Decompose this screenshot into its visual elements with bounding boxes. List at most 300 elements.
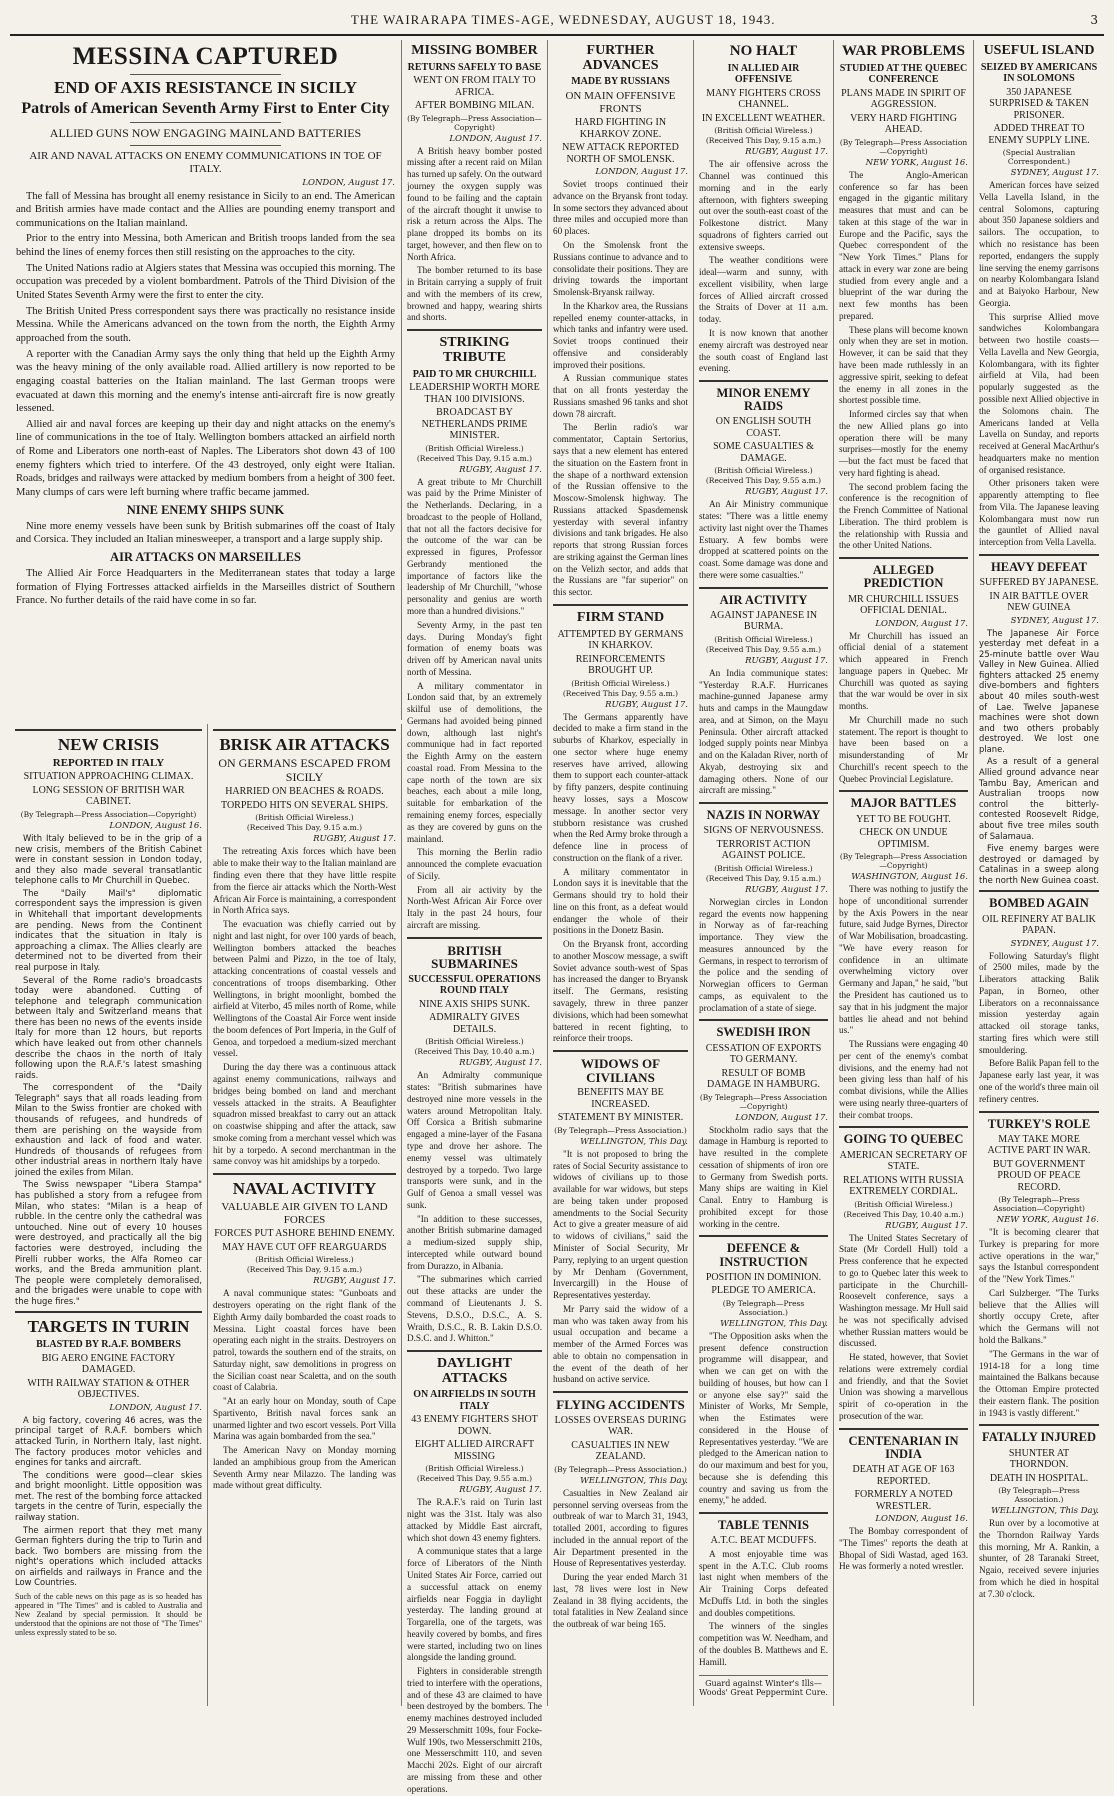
centenarian-headline: CENTENARIAN IN INDIA <box>848 1433 959 1461</box>
nazis-norway-dateline: RUGBY, August 17. <box>745 884 828 895</box>
war-problems-dateline: NEW YORK, August 16. <box>865 157 968 168</box>
going-to-quebec-headline: GOING TO QUEBEC <box>843 1132 964 1147</box>
article-paragraph: The fall of Messina has brought all enemy resistance in Sicily to an end. The American and British armies have made contact and the Allies are pounding enemy transport and communications on the Italian mainland. <box>16 190 395 229</box>
no-halt-sub1: IN ALLIED AIR OFFENSIVE <box>727 62 800 86</box>
brisk-air-body <box>213 846 396 1168</box>
fatally-injured-sub2: DEATH IN HOSPITAL. <box>989 1472 1089 1484</box>
minor-raids-sub2: SOME CASUALTIES & DAMAGE. <box>713 441 814 464</box>
brisk-air-sub1: ON GERMANS ESCAPED FROM SICILY <box>218 755 391 784</box>
divider <box>839 1428 968 1430</box>
column-new-crisis <box>10 724 208 1706</box>
column-war-problems <box>834 40 974 1706</box>
tribute-credit: (British Official Wireless.) <box>425 443 524 453</box>
article-paragraph: A most enjoyable time was spent in the A.T.C. Club rooms last night when members of the Air Training Corps defeated McDuffs Ltd. in both the singles and doubles competitions. <box>699 1548 828 1618</box>
divider <box>15 729 202 731</box>
firm-stand-sub2: REINFORCEMENTS BROUGHT UP. <box>575 653 666 677</box>
column-useful-island <box>974 40 1104 1706</box>
defence-sub: POSITION IN DOMINION. <box>705 1271 822 1283</box>
defence-headline: DEFENCE & INSTRUCTION <box>719 1241 808 1269</box>
article-paragraph: An Admiralty communique states: "British submarines have destroyed nine more vessels in the waters around Metropolitan Italy. Off Corsica a British submarine engaged a mine-layer of the Fasana type and drove her ashore. The enemy vessel was ultimately destroyed by a torpedo. Two large transports were sunk, and in the Gulf of Genoa a small vessel was sunk. <box>407 1070 542 1210</box>
tribute-sub2: LEADERSHIP WORTH MORE THAN 100 DIVISIONS. <box>409 382 540 405</box>
no-halt-headline: NO HALT <box>729 43 798 59</box>
naval-received: (Received This Day, 9.15 a.m.) <box>246 1265 363 1275</box>
flying-accidents-dateline: WELLINGTON, This Day. <box>580 1475 688 1486</box>
article-paragraph: It is now known that another enemy aircraft was destroyed near the south coast of England last evening. <box>699 327 828 374</box>
firm-stand-dateline: RUGBY, August 17. <box>605 699 688 710</box>
major-battles-sub2: CHECK ON UNDUE OPTIMISM. <box>859 827 948 850</box>
divider <box>130 122 282 123</box>
nazis-norway-sub: SIGNS OF NERVOUSNESS. <box>703 825 824 837</box>
nazis-norway-received: (Received This Day, 9.15 a.m.) <box>705 873 822 883</box>
new-crisis-dateline: LONDON, August 16. <box>109 820 202 831</box>
article-paragraph: Informed circles say that when the new Allied plans go into operation there will be many surprises—mostly for the enemy—but the fact must be faced that very hard fighting is ahead. <box>839 409 968 478</box>
minor-raids-body <box>699 499 828 581</box>
article-paragraph: American forces have seized Vella Lavella Island, in the central Solomons, capturing about 350 Japanese soldiers and sailors. The occupation, to which no resistance has been reported, endangers the supply line serving the enemy garrisons on nearby Kolombangara Island and at Baiyoko Harbour, New Georgia. <box>979 180 1099 308</box>
ships-body: Nine more enemy vessels have been sunk by British submarines off the coast of Italy and Corsica. They included an Italian minesweeper, a transport and a large supply ship. <box>16 520 395 546</box>
naval-credit: (British Official Wireless.) <box>255 1255 354 1265</box>
going-to-quebec-received: (Received This Day, 10.40 a.m.) <box>843 1209 964 1219</box>
article-paragraph: The American Navy on Monday morning landed an amphibious group from the American Seventh Army near Milazzo. The landing was made without great difficulty. <box>213 1445 396 1491</box>
war-problems-sub1: STUDIED AT THE QUEBEC CONFERENCE <box>839 62 968 86</box>
missing-bomber-sub2: WENT ON FROM ITALY TO AFRICA. <box>413 75 536 98</box>
article-paragraph: The Berlin radio's war commentator, Captain Sertorius, says that a new element has entered the situation on the Eastern front in the shape of a northward extension of the Russian offensive to the Moscow-Smolensk highway. The Russians attacked Spasdemensk yesterday with several infantry divisions and tank brigades. He also reports that strong Russian forces are striking against the German lines on the Velizh sector, and adds that the Russians are "far superior" on this sector. <box>553 422 688 598</box>
turin-dateline: LONDON, August 17. <box>109 1402 202 1413</box>
article-paragraph: The Swiss newspaper "Libera Stampa" has published a story from a refugee from Milan, who states: "Milan is a heap of rubble. In the centre only the cathedral was untouched. Nine out of every 10 houses were destroyed, and practically all the big factories were destroyed, including the Pirelli rubber works, the Alfa Romeo car works, and the Breda ammunition plant. The people were completely demoralised, and the brigades were unable to cope with the huge fires." <box>15 1179 202 1306</box>
fatally-injured-body <box>979 1518 1099 1600</box>
new-crisis-sub2: SITUATION APPROACHING CLIMAX. <box>23 771 194 783</box>
nazis-norway-body <box>699 897 828 1015</box>
tribute-received: (Received This Day, 9.15 a.m.) <box>416 453 533 463</box>
going-to-quebec-dateline: RUGBY, August 17. <box>885 1220 968 1231</box>
table-tennis-headline: TABLE TENNIS <box>718 1518 809 1533</box>
article-paragraph: "In addition to these successes, another British submarine damaged a medium-sized supply ship, intercepted while outward bound from Durazzo, in Albania. <box>407 1213 542 1271</box>
centenarian-dateline: LONDON, August 16. <box>875 1514 968 1525</box>
brisk-air-sub3: TORPEDO HITS ON SEVERAL SHIPS. <box>221 799 388 811</box>
turin-sub: BLASTED BY R.A.F. BOMBERS <box>36 1339 181 1351</box>
divider <box>407 1350 542 1352</box>
useful-island-headline: USEFUL ISLAND <box>983 43 1095 58</box>
firm-stand-received: (Received This Day, 9.55 a.m.) <box>562 688 679 698</box>
further-advances-sub1: MADE BY RUSSIANS <box>571 76 670 88</box>
fatally-injured-headline: FATALLY INJURED <box>981 1430 1097 1445</box>
air-activity-received: (Received This Day, 9.55 a.m.) <box>705 644 822 654</box>
bombed-again-headline: BOMBED AGAIN <box>989 896 1089 911</box>
widows-sub: BENEFITS MAY BE INCREASED. <box>577 1087 664 1110</box>
fatally-injured-dateline: WELLINGTON, This Day. <box>991 1506 1099 1516</box>
tribute-dateline: RUGBY, August 17. <box>459 464 542 475</box>
article-paragraph: Stockholm radio says that the damage in Hamburg is reported to have resulted in the complete cessation of shipments of iron ore to Germany from Swedish ports. Many ships are waiting in Kiel Canal. Entry to Hamburg is prohibited except for those working in the centre. <box>699 1124 828 1229</box>
further-advances-sub4: NEW ATTACK REPORTED NORTH OF SMOLENSK. <box>562 142 679 165</box>
daylight-sub: ON AIRFIELDS IN SOUTH ITALY <box>413 1389 536 1412</box>
widows-sub2: STATEMENT BY MINISTER. <box>557 1112 684 1124</box>
article-paragraph: In the Kharkov area, the Russians repelled enemy counter-attacks, in which tanks and infantry were used. Soviet troops continued their offensive and considerably improved their positions. <box>553 300 688 370</box>
air-activity-body <box>699 668 828 797</box>
article-paragraph: The Japanese Air Force yesterday met defeat in a 25-minute battle over Wau Valley in New Guinea. Allied fighters attacked 25 enemy dive-bombers and fighters about 40 miles south-west of Lae. Twelve Japanese machines were shot down and two others probably destroyed. We lost one plane. <box>979 627 1099 754</box>
lead-deck-1: END OF AXIS RESISTANCE IN SICILY <box>53 78 358 98</box>
article-paragraph: "The Germans in the war of 1914-18 for a long time maintained the Balkans because the Ottoman Empire protected their eastern flank. The position in 1943 is vastly different." <box>979 1348 1099 1418</box>
lead-article-messina <box>10 40 402 720</box>
missing-bomber-sub1: RETURNS SAFELY TO BASE <box>407 61 542 73</box>
firm-stand-sub: ATTEMPTED BY GERMANS IN KHARKOV. <box>557 628 684 652</box>
swedish-iron-credit: (By Telegraph—Press Association—Copyright) <box>699 1092 828 1111</box>
daylight-received: (Received This Day, 9.55 a.m.) <box>416 1474 533 1484</box>
nazis-norway-sub2: TERRORIST ACTION AGAINST POLICE. <box>716 838 811 862</box>
naval-sub3: MAY HAVE CUT OFF REARGUARDS <box>222 1241 387 1253</box>
article-paragraph: "It is becoming clearer that Turkey is preparing for more active operations in the war," says the Istanbul correspondent of the "New York Times." <box>979 1227 1099 1285</box>
brisk-air-dateline: RUGBY, August 17. <box>313 834 396 845</box>
useful-island-sub3: ADDED THREAT TO ENEMY SUPPLY LINE. <box>988 123 1090 146</box>
swedish-iron-dateline: LONDON, August 17. <box>735 1112 828 1123</box>
column-brisk-air <box>208 724 402 1706</box>
missing-bomber-body <box>407 146 542 324</box>
page-number: 3 <box>1090 13 1098 27</box>
major-battles-headline: MAJOR BATTLES <box>850 796 957 811</box>
article-paragraph: During the year ended March 31 last, 78 lives were lost in New Zealand in 38 flying accidents, the total fatalities in New Zealand since the outbreak of war being 165. <box>553 1572 688 1630</box>
flying-accidents-headline: FLYING ACCIDENTS <box>556 1397 685 1413</box>
firm-stand-body <box>553 712 688 1045</box>
lead-headline: MESSINA CAPTURED <box>72 43 339 70</box>
heavy-defeat-sub: SUFFERED BY JAPANESE. <box>979 577 1099 589</box>
firm-stand-headline: FIRM STAND <box>576 609 665 625</box>
alleged-prediction-body <box>839 631 968 786</box>
firm-stand-credit: (British Official Wireless.) <box>571 678 670 688</box>
defence-credit: (By Telegraph—Press Association.) <box>722 1298 805 1317</box>
article-paragraph: Run over by a locomotive at the Thorndon Railway Yards this morning, Mr A. Rankin, a shunter, of 28 Taranaki Street, Ngaio, received severe injuries from which he died in hospital at 7.30 o'clock. <box>979 1518 1099 1599</box>
article-paragraph: The airmen report that they met many German fighters during the trip to Turin and back. Two bombers are missing from the night's operations which included attacks on airfields and railways in France and the Low Countries. <box>15 1524 202 1588</box>
going-to-quebec-sub2: RELATIONS WITH RUSSIA EXTREMELY CORDIAL. <box>843 1174 964 1198</box>
heavy-defeat-headline: HEAVY DEFEAT <box>991 559 1087 574</box>
widows-headline: WIDOWS OF CIVILIANS <box>580 1056 661 1085</box>
article-paragraph: "At an early hour on Monday, south of Cape Spartivento, British naval forces sank an unarmed lighter and two escort vessels. Port Villa Marina was again bombarded from the sea." <box>213 1396 396 1442</box>
no-halt-body <box>699 159 828 375</box>
air-activity-dateline: RUGBY, August 17. <box>745 655 828 666</box>
daylight-credit: (British Official Wireless.) <box>425 1464 524 1474</box>
new-crisis-sub3: LONG SESSION OF BRITISH WAR CABINET. <box>32 784 185 808</box>
minor-raids-dateline: RUGBY, August 17. <box>745 487 828 498</box>
article-paragraph: During the day there was a continuous attack against enemy communications, railways and bridges being bombed on land and merchant vessels attacked in the straits. A Beaufighter squadron missed breakfast to carry out an attack on coastwise shipping and after the attack, saw smoke coming from a merchant vessel which was hit by a torpedo. A second merchantman in the same convoy was hit amidships by a torpedo. <box>213 1062 396 1167</box>
tribute-sub3: BROADCAST BY NETHERLANDS PRIME MINISTER. <box>421 407 528 442</box>
minor-raids-received: (Received This Day, 9.55 a.m.) <box>705 476 822 486</box>
submarines-headline: BRITISH SUBMARINES <box>431 942 518 972</box>
widows-credit: (By Telegraph—Press Association.) <box>554 1125 687 1135</box>
article-paragraph: A big factory, covering 46 acres, was the principal target of R.A.F. bombers which attacked Turin, in Northern Italy, last night. The factory produces motor vehicles and engines for tanks and aircraft. <box>15 1414 202 1468</box>
divider <box>213 1173 396 1175</box>
air-activity-headline: AIR ACTIVITY <box>719 592 808 607</box>
submarines-sub3: ADMIRALTY GIVES DETAILS. <box>429 1012 520 1035</box>
no-halt-sub3: IN EXCELLENT WEATHER. <box>701 112 826 124</box>
submarines-sub: SUCCESSFUL OPERATIONS ROUND ITALY <box>408 973 541 997</box>
minor-raids-credit: (British Official Wireless.) <box>714 466 813 476</box>
divider <box>699 587 828 589</box>
naval-sub: VALUABLE AIR GIVEN TO LAND FORCES <box>221 1200 388 1226</box>
further-advances-body <box>553 179 688 599</box>
air-activity-sub: AGAINST JAPANESE IN BURMA. <box>709 609 818 633</box>
lead-body <box>16 190 395 500</box>
daylight-sub3: EIGHT ALLIED AIRCRAFT MISSING <box>414 1439 535 1462</box>
divider <box>839 1126 968 1128</box>
defence-dateline: WELLINGTON, This Day. <box>720 1318 828 1329</box>
article-paragraph: The retreating Axis forces which have been able to make their way to the Italian mainland are finding even there that they have little respite from the fierce air attacks which the North-West African Air Force is maintaining, a correspondent in North Africa says. <box>213 846 396 916</box>
article-paragraph: The bomber returned to its base in Britain carrying a supply of fruit and with the members of its crew, browned and happy, wearing shirts and shorts. <box>407 265 542 323</box>
article-paragraph: Norwegian circles in London regard the events now happening in Norway as of far-reaching importance. They view the measures announced by the Germans, in respect to terrorism of the police and the sending of Norwegian officers to German camps, as equivalent to the proclamation of a state of siege. <box>699 896 828 1013</box>
air-activity-credit: (British Official Wireless.) <box>714 634 813 644</box>
brisk-air-credit: (British Official Wireless.) <box>255 813 354 823</box>
war-problems-body <box>839 170 968 553</box>
divider <box>15 1311 202 1313</box>
article-paragraph: A great tribute to Mr Churchill was paid by the Prime Minister of the Netherlands. Declaring, in a broadcast to the people of Holland, that not all the factors decisive for the outcome of the war can be expressed in figures, Professor Gerbrandy mentioned the importance of factors like the leadership of Mr Churchill, "whose personality and genius are worth more than a hundred divisions." <box>407 476 542 616</box>
widows-body <box>553 1149 688 1386</box>
turin-headline: TARGETS IN TURIN <box>27 1317 190 1337</box>
article-paragraph: The Bombay correspondent of "The Times" reports the death at Bhopal of Sidi Wastad, aged 163. He was formerly a noted wrestler. <box>839 1526 968 1572</box>
naval-body <box>213 1288 396 1492</box>
daylight-dateline: RUGBY, August 17. <box>459 1485 542 1496</box>
article-paragraph: Seventy Army, in the past ten days. During Monday's fight formation of enemy boats was driven off by American naval units north of Messina. <box>407 619 542 677</box>
alleged-prediction-sub: MR CHURCHILL ISSUES OFFICIAL DENIAL. <box>848 593 959 616</box>
article-paragraph: The weather conditions were ideal—warm and sunny, with excellent visibility, when large forces of Allied aircraft crossed the Straits of Dover at 11 a.m. today. <box>699 255 828 325</box>
article-paragraph: An India communique states: "Yesterday R.A.F. Hurricanes machine-gunned Japanese army huts and camps in the Maungdaw area, and at Simon, on the Mayu Peninsula. Other aircraft attacked lodged supply points near Minbya and on the Kaladan River, north of Akyab, destroying six and damaging others. None of our aircraft are missing." <box>699 667 828 796</box>
article-paragraph: A British heavy bomber posted missing after a recent raid on Milan has turned up safely. On the outward journey the oxygen supply was found to be failing and the captain of the aircraft thought it unwise to risk a return across the Alps. The plane dropped its bombs on its target, however, and then flew on to North Africa. <box>407 145 542 262</box>
lead-dateline: LONDON, August 17. <box>302 177 395 188</box>
war-problems-headline: WAR PROBLEMS <box>842 43 965 59</box>
article-paragraph: The Russians were engaging 40 per cent of the enemy's combat divisions, and the enemy had not been giving less than half of his combat divisions, while the Allies were using nearly three-quarters of their combat troops. <box>839 1039 968 1120</box>
flying-accidents-sub2: CASUALTIES IN NEW ZEALAND. <box>571 1439 670 1463</box>
article-paragraph: The correspondent of the "Daily Telegraph" says that all roads leading from Milan to the Swiss frontier are choked with thousands of refugees, and hundreds of them are perishing on the wayside from exhaustion and lack of food and water. Hundreds of thousands of refugees from other industrial areas in northern Italy have joined the exiles from Milan. <box>15 1082 202 1177</box>
turin-body <box>15 1415 202 1588</box>
further-advances-sub3: HARD FIGHTING IN KHARKOV ZONE. <box>574 117 667 140</box>
centenarian-body <box>839 1526 968 1573</box>
divider <box>553 604 688 606</box>
useful-island-dateline: SYDNEY, August 17. <box>1010 168 1099 179</box>
defence-body <box>699 1331 828 1507</box>
tribute-body <box>407 477 542 932</box>
article-grid <box>10 40 1104 1794</box>
alleged-prediction-headline: ALLEGED PREDICTION <box>863 563 944 591</box>
turkeys-role-sub2: BUT GOVERNMENT PROUD OF PEACE RECORD. <box>992 1158 1086 1193</box>
bombed-again-body <box>979 951 1099 1106</box>
no-halt-received: (Received This Day, 9.15 a.m.) <box>705 136 822 146</box>
divider <box>699 1019 828 1021</box>
submarines-received: (Received This Day, 10.40 a.m.) <box>414 1047 535 1057</box>
war-problems-credit: (By Telegraph—Press Association—Copyright) <box>839 137 968 156</box>
article-paragraph: Soviet troops continued their advance on the Bryansk front today. In some sectors they advanced about three miles and occupied more than 60 places. <box>553 179 688 237</box>
major-battles-sub: YET TO BE FOUGHT. <box>856 813 951 825</box>
article-paragraph: Carl Sulzberger. "The Turks believe that the Allies will shortly occupy Crete, after which the Germans will not hold the Balkans." <box>979 1287 1099 1346</box>
fatally-injured-sub: SHUNTER AT THORNDON. <box>1008 1447 1070 1470</box>
tribute-headline: STRIKING TRIBUTE <box>439 335 510 365</box>
article-paragraph: The conditions were good—clear skies and bright moonlight. Little opposition was met. The rest of the bombing force attacked targets in the centre of Turin, especially the railway station. <box>15 1469 202 1522</box>
major-battles-credit: (By Telegraph—Press Association—Copyright) <box>839 852 968 871</box>
divider <box>130 145 282 146</box>
divider <box>130 74 282 75</box>
naval-sub2: FORCES PUT ASHORE BEHIND ENEMY. <box>214 1228 395 1240</box>
article-paragraph: An Air Ministry communique states: "There was a little enemy activity last night over the Thames Estuary. A few bombs were dropped at scattered points on the coast. Some damage was done and there were some casualties." <box>699 499 828 580</box>
article-paragraph: Fighters in considerable strength tried to interfere with the operations, and of these 43 are claimed to have been destroyed by the bombers. The enemy machines destroyed included 29 Messerschmitt 109s, four Focke-Wulf 190s, two Messerschmitt 210s, one Messerschmitt 110, and seven Macchi 202s. Eight of our aircraft are missing from these and other operations. <box>407 1666 542 1794</box>
article-paragraph: Mr Parry said the widow of a man who was taken away from his usual occupation and became a member of the Armed Forces was able to obtain no compensation in the event of the death of her husband on active service. <box>553 1303 688 1385</box>
heavy-defeat-body <box>979 628 1099 886</box>
divider <box>979 1424 1099 1426</box>
bombed-again-dateline: SYDNEY, August 17. <box>1010 938 1099 949</box>
divider <box>699 380 828 382</box>
swedish-iron-headline: SWEDISH IRON <box>716 1025 811 1040</box>
table-tennis-sub: A.T.C. BEAT MCDUFFS. <box>710 1535 817 1547</box>
divider <box>407 329 542 331</box>
turin-sub2: BIG AERO ENGINE FACTORY DAMAGED. <box>41 1352 176 1376</box>
major-battles-dateline: WASHINGTON, August 16. <box>851 872 968 883</box>
alleged-prediction-dateline: LONDON, August 17. <box>875 618 968 629</box>
article-paragraph: From all air activity by the North-West African Air Force over Italy in the past 24 hours, four aircraft are missing. <box>407 884 542 930</box>
lead-deck-4: AIR AND NAVAL ATTACKS ON ENEMY COMMUNICATIONS IN TOE OF ITALY. <box>29 150 382 175</box>
article-paragraph: With Italy believed to be in the grip of a new crisis, members of the British Cabinet were in constant session in London today, and they also made several transatlantic telephone calls to Mr Churchill in Quebec. <box>15 832 202 886</box>
article-paragraph: Mr Churchill has issued an official denial of a statement which appeared in French language papers in Quebec. Mr Churchill was quoted as saying that the war would be over in six months. <box>839 630 968 712</box>
widows-dateline: WELLINGTON, This Day. <box>580 1136 688 1147</box>
masthead-title: THE WAIRARAPA TIMES-AGE, WEDNESDAY, AUGUST 18, 1943. <box>350 12 776 27</box>
submarines-body <box>407 1070 542 1345</box>
flying-accidents-sub: LOSSES OVERSEAS DURING WAR. <box>554 1414 687 1438</box>
divider <box>979 890 1099 892</box>
centenarian-sub2: FORMERLY A NOTED WRESTLER. <box>854 1489 953 1512</box>
article-paragraph: A Russian communique states that on all fronts yesterday the Russians smashed 96 tanks and shot down 78 aircraft. <box>553 373 688 419</box>
going-to-quebec-sub: AMERICAN SECRETARY OF STATE. <box>839 1149 968 1173</box>
article-paragraph: A reporter with the Canadian Army says the only thing that held up the Eighth Army was the heavy mining of the only available road. Allied artillery is now reported to be engaging coastal batteries on the Italian mainland. The last German troops were evacuated at dawn this morning and the enemy's intense anti-aircraft fire is now greatly lessened. <box>16 348 395 415</box>
ships-headline: NINE ENEMY SHIPS SUNK <box>126 502 285 517</box>
daylight-body <box>407 1497 542 1795</box>
defence-sub2: PLEDGE TO AMERICA. <box>711 1285 816 1297</box>
new-crisis-credit: (By Telegraph—Press Association—Copyright) <box>20 809 197 819</box>
swedish-iron-sub: CESSATION OF EXPORTS TO GERMANY. <box>705 1042 822 1066</box>
cable-footer-note: Such of the cable news on this page as is so headed has appeared in "The Times" and is cabled to Australia and New Zealand by special permission. It should be understood that the opinions are not those of "The Times" unless expressly stated to be so. <box>15 1592 202 1638</box>
lead-deck-3: ALLIED GUNS NOW ENGAGING MAINLAND BATTERIES <box>49 126 362 141</box>
article-paragraph: A communique states that a large force of Liberators of the Ninth United States Air Force, carried out a successful attack on enemy airfields near Foggia in daylight yesterday. The landing ground at Torgarella, one of the targets, was heavily covered by bombs, and fires were started, including two on lines alongside the landing ground. <box>407 1546 542 1663</box>
article-paragraph: There was nothing to justify the hope of unconditional surrender by the Axis Powers in the near future, said Judge Byrnes, Director of War Mobilisation, broadcasting. "We have every reason for confidence in an ultimate overwhelming victory over Germany and Japan," he said, "but the President has cautioned us to say that in his judgment the major battles lie ahead and not behind us." <box>839 884 968 1036</box>
masthead <box>10 8 1104 36</box>
table-tennis-body <box>699 1549 828 1669</box>
centenarian-sub: DEATH AT AGE OF 163 REPORTED. <box>852 1464 955 1487</box>
new-crisis-sub1: REPORTED IN ITALY <box>52 756 165 769</box>
submarines-dateline: RUGBY, August 17. <box>459 1058 542 1069</box>
article-paragraph: Before Balik Papan fell to the Japanese early last year, it was one of the world's three main oil refinery centres. <box>979 1058 1099 1104</box>
article-paragraph: "It is not proposed to bring the rates of Social Security assistance to widows of civilians up to those available for war widows, but steps are being taken under proposed amendments to the Social Security Act to give a greater measure of aid to widows of civilians," said the Minister of Social Security, Mr Parry, replying to an urgent question by Mr Denham (Government, Invercargill) in the House of Representatives yesterday. <box>553 1148 688 1301</box>
useful-island-sub1: SEIZED BY AMERICANS IN SOLOMONS <box>980 61 1098 85</box>
column-missing-bomber <box>402 40 548 1794</box>
war-problems-sub2: PLANS MADE IN SPIRIT OF AGGRESSION. <box>841 87 966 111</box>
lead-deck-2: Patrols of American Seventh Army First to Enter City <box>21 100 390 118</box>
article-paragraph: A military commentator in London said that, by an extremely skilful use of demolitions, the Germans had avoided being pinned down, although last night's communique had in fact reported the Eighth Army on the eastern coastal road. From Messina to the cape north of the town are six beaches, each about a mile long, suitable for embarkation of the remaining enemy forces, especially as they are covered by guns on the mainland. <box>407 680 542 844</box>
new-crisis-headline: NEW CRISIS <box>57 735 160 754</box>
article-paragraph: On the Bryansk front, according to another Moscow message, a swift Soviet advance south-west of Spas has increased the danger to Bryansk itself. The Germans, resisting savagely, threw in three panzer divisions, which had been somewhat battered in recent fighting, to reinforce their troops. <box>553 939 688 1044</box>
article-paragraph: Five enemy barges were destroyed or damaged by Catalinas in a sweep along the north New Guinea coast. <box>979 843 1100 885</box>
no-halt-sub2: MANY FIGHTERS CROSS CHANNEL. <box>706 87 821 111</box>
divider <box>553 1391 688 1393</box>
brisk-air-received: (Received This Day, 9.15 a.m.) <box>246 823 363 833</box>
article-paragraph: The air offensive across the Channel was continued this morning and in the early afternoon, with fighters sweeping out over the south-east coast of the Folkestone district. Many squadrons of fighters carried out extensive sweeps. <box>699 159 828 252</box>
brisk-air-headline: BRISK AIR ATTACKS <box>219 735 390 754</box>
fatally-injured-credit: (By Telegraph—Press Association.) <box>998 1486 1080 1504</box>
further-advances-sub2: ON MAIN OFFENSIVE FRONTS <box>565 89 676 115</box>
no-halt-dateline: RUGBY, August 17. <box>745 147 828 158</box>
missing-bomber-sub3: AFTER BOMBING MILAN. <box>414 100 535 112</box>
turkeys-role-headline: TURKEY'S ROLE <box>987 1116 1091 1131</box>
article-paragraph: As a result of a general Allied ground advance near Tambu Bay, American and Australian troops now control the bitterly-contested Roosevelt Ridge, about five tree miles south of Salamaua. <box>979 756 1099 841</box>
article-paragraph: Several of the Rome radio's broadcasts today were abandoned. Cutting of telephone and telegraph communication between Italy and Switzerland means that there has been no news of the events inside Italy for more than 12 hours, but reports which have leaked out from other channels describe the chaos in the north of Italy following upon the R.A.F.'s latest smashing raids. <box>15 974 202 1080</box>
divider <box>979 1111 1099 1113</box>
divider <box>213 729 396 731</box>
going-to-quebec-credit: (British Official Wireless.) <box>854 1199 953 1209</box>
bombed-again-sub: OIL REFINERY AT BALIK PAPAN. <box>982 913 1096 937</box>
turkeys-role-sub: MAY TAKE MORE ACTIVE PART IN WAR. <box>987 1133 1091 1157</box>
article-paragraph: The Germans apparently have decided to make a firm stand in the suburbs of Kharkov, especially in one sector where huge enemy reserves have arrived, allowing them to support each counter-attack by fifty panzers, despite continuing heavy losses, says a Moscow message. In another sector very stubborn resistance was crushed when the Red Army broke through a defence line in process of construction on the flank of a river. <box>553 711 688 863</box>
useful-island-sub2: 350 JAPANESE SURPRISED & TAKEN PRISONER. <box>989 86 1089 121</box>
article-paragraph: This morning the Berlin radio announced the complete evacuation of Sicily. <box>407 847 542 881</box>
nazis-norway-headline: NAZIS IN NORWAY <box>706 808 821 823</box>
article-paragraph: The evacuation was chiefly carried out by night and last night, for over 100 yards of beach, Wellington bombers attacked the beaches between Palmi and Pizzo, in the toe of Italy, attacking concentrations of coastal vessels and concentrations of troops disembarking. Other Wellingtons, in bright moonlight, bombed the airfield at Viterbo, 45 miles north of Rome, while Wellingtons of the Coastal Air Force went inside the boom defences of Port Imperia, in the Gulf of Genoa, and torpedoed a medium-sized merchant vessel. <box>213 919 396 1059</box>
article-paragraph: These plans will become known only when they are set in motion. However, it can be said that they have been made ruthlessly in an aggressive spirit, seeking to defeat the enemy in all zones in the shortest possible time. <box>839 324 968 406</box>
article-paragraph: On the Smolensk front the Russians continue to advance and to consolidate their positions. They are driving towards the important Smolensk-Bryansk railway. <box>553 239 688 298</box>
article-paragraph: "The Opposition asks when the present defence construction programme will disappear, and when we can get on with the building of houses, but how can I or anyone else say?" said the Minister of Works, Mr Semple, when the Estimates were considered in the House of Representatives yesterday. "We are pledged to the American nation to do our maximum and best for you, because she is defending this country and saving us from the enemy," he added. <box>699 1330 828 1506</box>
article-paragraph: A naval communique states: "Gunboats and destroyers operating on the right flank of the Eighth Army daily bombarded the coast roads to Messina. Light coastal forces have been operating each night in the straits. Destroyers on patrol, towards the southern end of the straits, on Saturday night, saw demolitions in progress on the Sicilian coast near Scaletta, and on the south coast of Calabria. <box>213 1288 396 1393</box>
naval-dateline: RUGBY, August 17. <box>313 1276 396 1287</box>
divider <box>839 790 968 792</box>
peppermint-cure-ad: Guard against Winter's Ills—Woods' Great Peppermint Cure. <box>699 1675 828 1697</box>
divider <box>699 1235 828 1237</box>
war-problems-sub3: VERY HARD FIGHTING AHEAD. <box>850 112 957 136</box>
article-paragraph: This surprise Allied move sandwiches Kolombangara between two hostile coasts—Vella Lavella and New Georgia, Kolombangara, with its fighter airfield at Vila, had been popularly suggested as the possible next Allied objective in the Solomons chain. The Americans landed at Vella Lavella on Sunday, and reports received at General MacArthur's headquarters make no mention of organised resistance. <box>979 311 1099 475</box>
flying-accidents-body <box>553 1488 688 1631</box>
major-battles-body <box>839 884 968 1121</box>
marseilles-body: The Allied Air Force Headquarters in the Mediterranean states that today a large formation of Flying Fortresses attacked airfields in the Marseilles district of Southern France. No further details of the raid have come in so far. <box>16 568 395 607</box>
article-paragraph: "The submarines which carried out these attacks are under the command of Lieutenants J. S. Stevens, D.S.O., D.S.C., A. S. Wraith, D.S.C., R. B. Lakin D.S.O. D.S.C. and J. Whitton." <box>407 1274 542 1344</box>
submarines-credit: (British Official Wireless.) <box>425 1037 524 1047</box>
article-paragraph: The United Nations radio at Algiers states that Messina was occupied this morning. The occupation was preceded by a violent bombardment. Patrols of the Third Division of the United States Seventh Army were the first to enter the city. <box>16 262 395 302</box>
article-paragraph: The Anglo-American conference so far has been engaged in the gigantic military measures that must and can be taken at this stage of the war in Europe and the Pacific, says the Quebec correspondent of the "New York Times." Plans for attack in every war zone are being studied from every angle and a blueprint of the war during the next few months has been prepared. <box>839 169 968 321</box>
divider <box>699 802 828 804</box>
turkeys-role-credit: (By Telegraph—Press Association—Copyright) <box>993 1195 1085 1214</box>
marseilles-headline: AIR ATTACKS ON MARSEILLES <box>110 550 301 565</box>
divider <box>979 554 1099 556</box>
divider <box>407 937 542 939</box>
new-crisis-body <box>15 833 202 1306</box>
article-paragraph: Following Saturday's flight of 2500 miles, made by the Liberators attacking Balik Papan, in Borneo, other Liberators on a reconnaissance mission yesterday again attacked oil storage tanks, starting fires which were still smouldering. <box>979 950 1099 1055</box>
turkeys-role-body <box>979 1227 1099 1419</box>
tribute-sub: PAID TO MR CHURCHILL <box>412 368 537 380</box>
missing-bomber-dateline: LONDON, August 17. <box>449 133 542 144</box>
article-paragraph: Other prisoners taken were apparently attempting to flee from Vila. The Japanese leaving Kolombangara must now run the gauntlet of Allied naval interception from Vella Lavella. <box>979 478 1099 548</box>
article-paragraph: The British United Press correspondent says there was practically no resistance inside Messina. While the Americans advanced on the town from the north, the Eighth Army approached from the south. <box>16 305 395 344</box>
article-paragraph: The United States Secretary of State (Mr Cordell Hull) told a Press conference that he expected to go to Quebec later this week to participate in the Churchill-Roosevelt conference, says a Washington message. Mr Hull said he was not specifically advised whether Russian matters would be discussed. <box>839 1232 968 1349</box>
no-halt-credit: (British Official Wireless.) <box>714 126 813 136</box>
column-further-advances <box>548 40 694 1706</box>
further-advances-dateline: LONDON, August 17. <box>595 167 688 178</box>
nazis-norway-credit: (British Official Wireless.) <box>714 863 813 873</box>
article-paragraph: The second problem facing the conference is the recognition of the French Committee of National Liberation. The third problem is the relationship with Russia and the other United Nations. <box>839 481 968 551</box>
heavy-defeat-sub2: IN AIR BATTLE OVER NEW GUINEA <box>989 590 1089 614</box>
useful-island-credit: (Special Australian Correspondent.) <box>1002 148 1076 167</box>
article-paragraph: Prior to the entry into Messina, both American and British troops landed from the sea behind the lines of enemy forces then still resisting on the approaches to the city. <box>16 233 395 259</box>
turin-sub3: WITH RAILWAY STATION & OTHER OBJECTIVES. <box>27 1377 190 1401</box>
missing-bomber-credit: (By Telegraph—Press Association—Copyright) <box>407 113 542 132</box>
useful-island-body <box>979 180 1099 549</box>
brisk-air-sub2: HARRIED ON BEACHES & ROADS. <box>225 786 384 798</box>
swedish-iron-body <box>699 1125 828 1231</box>
submarines-sub2: NINE AXIS SHIPS SUNK. <box>418 998 531 1010</box>
article-paragraph: The "Daily Mail's" diplomatic correspondent says the impression is given in Whitehall that important developments are pending. News from the Continent indicates that the situation in Italy is approaching a climax. The Allies clearly are determined not to be diverted from their real purpose in Italy. <box>15 887 202 972</box>
heavy-defeat-dateline: SYDNEY, August 17. <box>1010 615 1099 626</box>
naval-headline: NAVAL ACTIVITY <box>232 1179 377 1199</box>
further-advances-headline: FURTHER ADVANCES <box>582 43 659 73</box>
going-to-quebec-body <box>839 1233 968 1423</box>
flying-accidents-credit: (By Telegraph—Press Association.) <box>554 1464 687 1474</box>
article-paragraph: He stated, however, that Soviet relations were extremely cordial and friendly, and that the Soviet Union was showing a marvellous spirit of co-operation in the prosecution of the war. <box>839 1352 968 1421</box>
article-paragraph: Mr Churchill made no such statement. The report is thought to have been based on a misunderstanding of Mr Churchill's recent speech to the Quebec Provincial Legislature. <box>839 714 968 784</box>
